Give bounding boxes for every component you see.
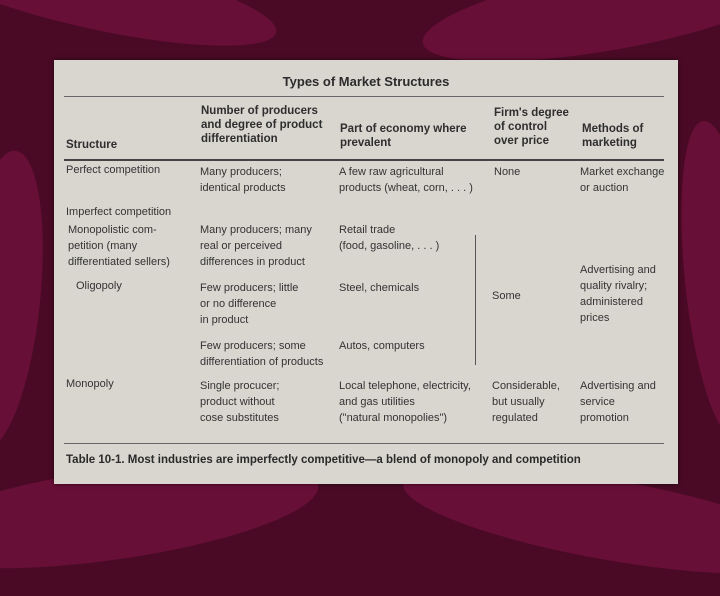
- cell-part-monopoly: Local telephone, electricity, and gas utilities ("natural monopolies"): [339, 380, 471, 424]
- cell-structure-oligopoly: Oligopoly: [76, 280, 122, 292]
- cell-number-perfect: Many producers; identical products: [200, 166, 286, 194]
- cell-methods-imperfect: Advertising and quality rivalry; administered prices: [580, 264, 656, 324]
- table-scan: [54, 60, 678, 484]
- cell-control-perfect: None: [494, 166, 521, 178]
- header-divider: [64, 159, 664, 161]
- cell-number-oligopoly-differentiated: Few producers; some differentiation of products: [200, 340, 324, 368]
- background-swoosh: [0, 147, 55, 454]
- cell-number-oligopoly: Few producers; little or no difference in product: [200, 282, 299, 326]
- title-divider: [64, 96, 664, 97]
- header-structure: Structure: [66, 139, 118, 151]
- cell-control-monopoly: Considerable, but usually regulated: [492, 380, 560, 424]
- header-methods-of-marketing: Methods of marketing: [582, 123, 644, 149]
- background-swoosh: [0, 0, 283, 67]
- cell-structure-monopolistic: Monopolistic com- petition (many differentiated sellers): [68, 224, 170, 268]
- cell-control-imperfect: Some: [492, 290, 521, 302]
- cell-number-monopoly: Single procucer; product without cose substitutes: [200, 380, 280, 424]
- cell-part-monopolistic: Retail trade (food, gasoline, . . . ): [339, 224, 440, 252]
- bottom-divider: [64, 443, 664, 444]
- cell-number-monopolistic: Many producers; many real or perceived differences in product: [200, 224, 312, 268]
- table-title: Types of Market Structures: [282, 74, 450, 89]
- cell-structure-monopoly: Monopoly: [66, 378, 114, 390]
- cell-part-perfect: A few raw agricultural products (wheat, corn, . . . ): [339, 166, 473, 194]
- cell-structure-imperfect: Imperfect competition: [66, 206, 172, 218]
- header-control-over-price: Firm's degree of control over price: [494, 107, 569, 147]
- header-part-of-economy: Part of economy where prevalent: [340, 123, 467, 149]
- cell-structure-perfect: Perfect competition: [66, 164, 161, 176]
- cell-part-oligopoly-differentiated: Autos, computers: [339, 340, 425, 352]
- cell-methods-monopoly: Advertising and service promotion: [580, 380, 656, 424]
- header-number-of-producers: Number of producers and degree of product differentiation: [201, 105, 323, 145]
- cell-methods-perfect: Market exchange or auction: [580, 166, 665, 194]
- table-caption: Table 10-1. Most industries are imperfectly competitive—a blend of monopoly and competition: [66, 454, 581, 466]
- group-bracket: [469, 235, 476, 365]
- cell-part-oligopoly: Steel, chemicals: [339, 282, 420, 294]
